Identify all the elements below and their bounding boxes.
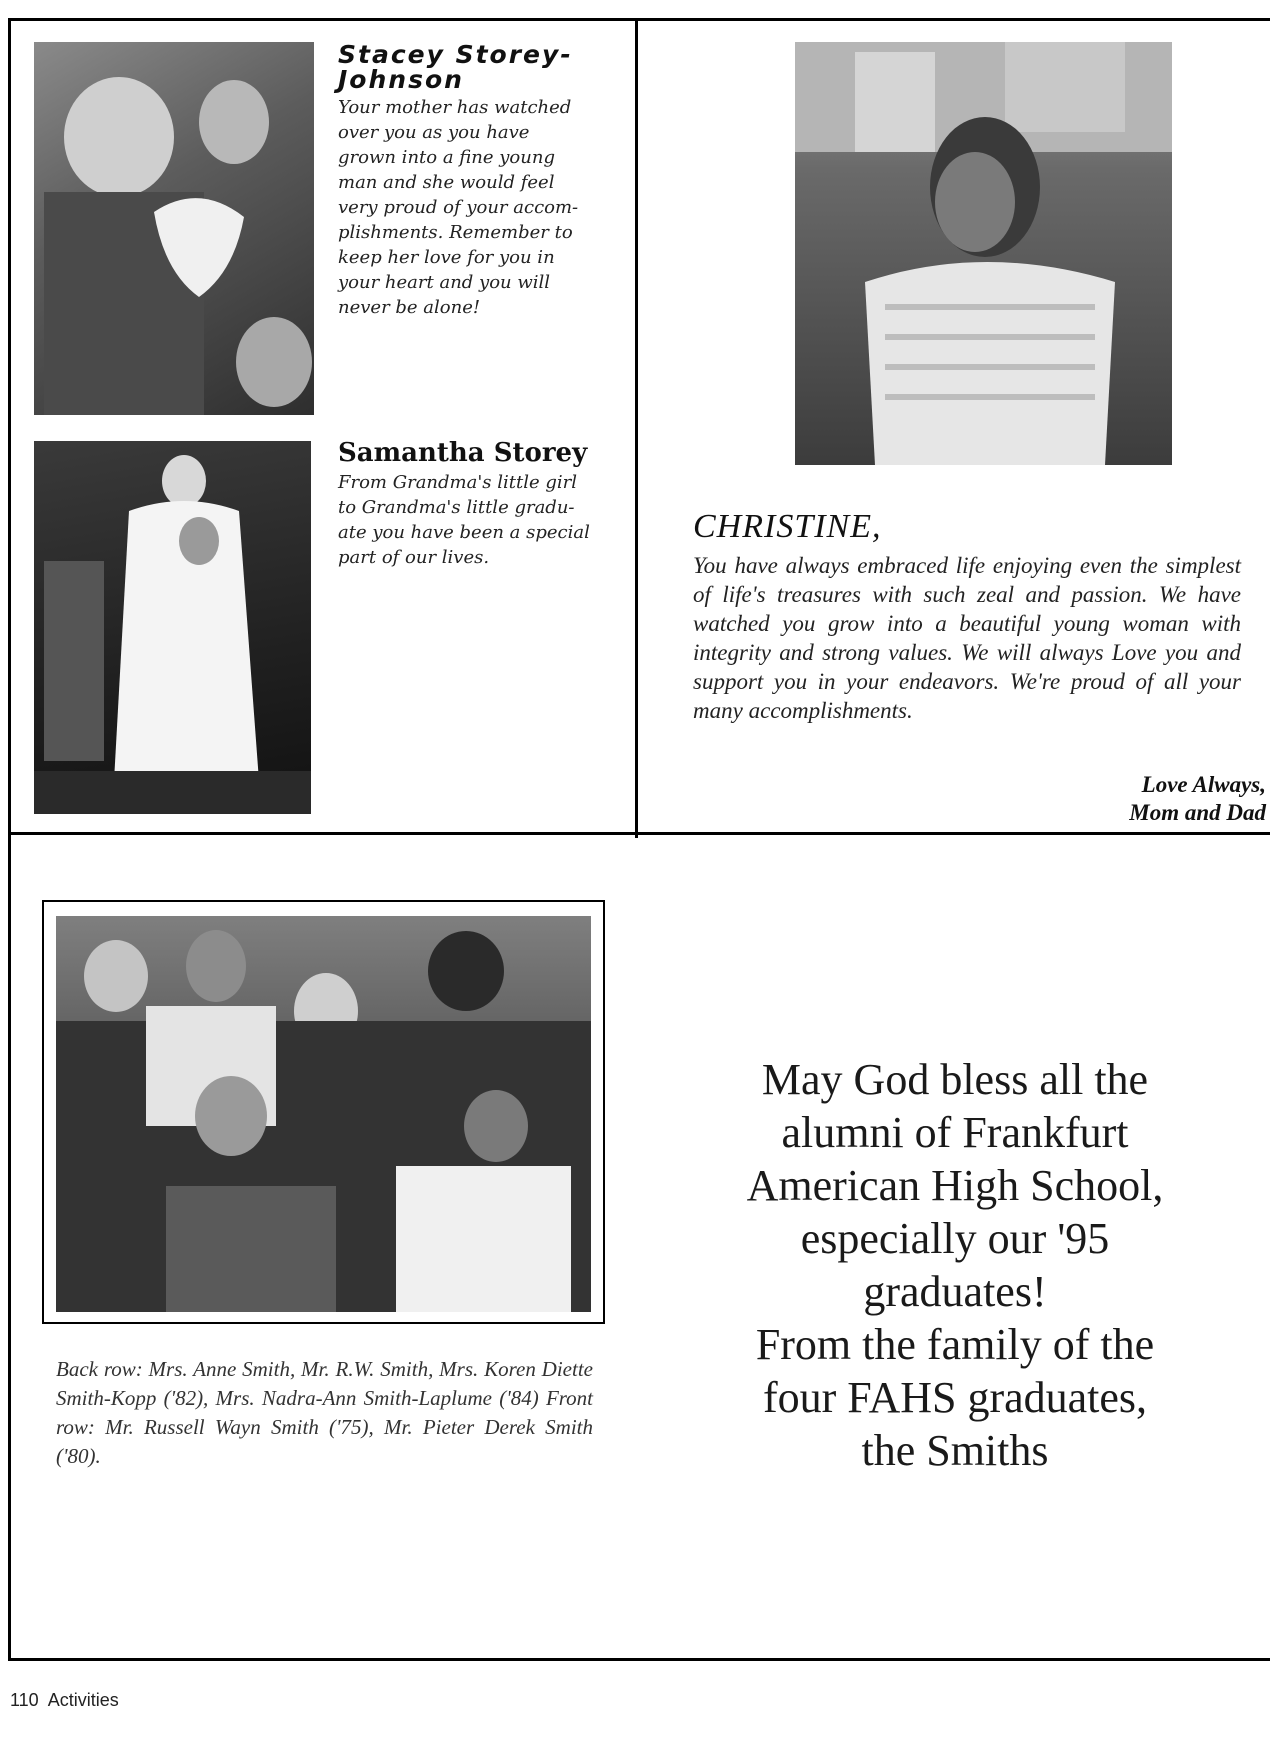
samantha-photo bbox=[34, 441, 311, 814]
smith-blessing: May God bless all the alumni of Frankfurt American High School, especially our '95 graduates! From the family of the four FAHS graduates, the Smiths bbox=[746, 1055, 1164, 1475]
left-border bbox=[8, 18, 11, 1660]
vertical-divider bbox=[635, 18, 638, 838]
stacey-message: Your mother has watched over you as you have grown into a fine young man and she would feel very proud of your accom- plishments. Remember to keep her love for you in your heart and you will never be alone! bbox=[338, 97, 579, 318]
bottom-border bbox=[8, 1658, 1270, 1661]
smith-photo-frame bbox=[42, 900, 605, 1324]
page-footer bbox=[10, 1690, 119, 1711]
christine-title: CHRISTINE, bbox=[693, 508, 882, 545]
page-number: 110 bbox=[10, 1690, 39, 1710]
smith-photo-caption: Back row: Mrs. Anne Smith, Mr. R.W. Smith, Mrs. Koren Diette Smith-Kopp ('82), Mrs. Nadra-Ann Smith-Laplume ('84) Front row: Mr. Russell Wayn Smith ('75), Mr. Pieter Derek Smith ('80). bbox=[56, 1357, 593, 1468]
top-border bbox=[8, 18, 1270, 21]
section-name: Activities bbox=[47, 1690, 119, 1710]
stacey-name: Stacey Storey- Johnson bbox=[338, 40, 573, 94]
christine-signoff: Love Always, Mom and Dad bbox=[1129, 772, 1266, 825]
samantha-name: Samantha Storey bbox=[338, 438, 588, 468]
christine-message: You have always embraced life enjoying even the simplest of life's treasures with such zeal and passion. We have watched you grow into a beautiful young woman with integrity and strong values. We will always Love you and support you in your endeavors. We're proud of all your many accomplishments. bbox=[693, 553, 1241, 723]
smith-family-photo bbox=[56, 916, 591, 1312]
stacey-photo bbox=[34, 42, 314, 415]
samantha-message: From Grandma's little girl to Grandma's little gradu- ate you have been a special part of our lives. bbox=[338, 472, 590, 568]
horizontal-divider bbox=[8, 832, 1270, 835]
christine-photo bbox=[795, 42, 1172, 465]
